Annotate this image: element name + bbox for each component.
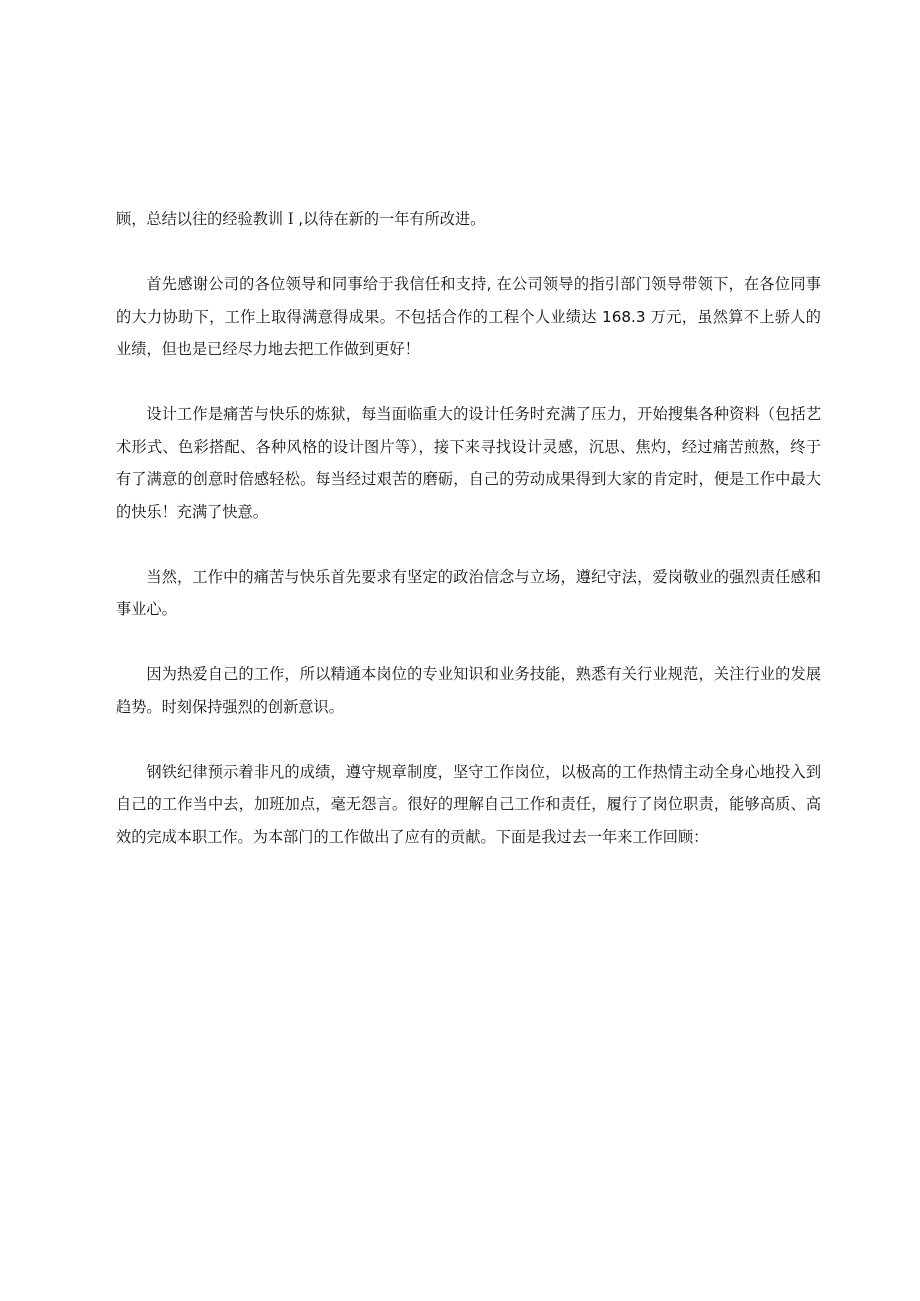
paragraph-1: 顾，总结以往的经验教训Ｉ,以待在新的一年有所改进。: [116, 210, 486, 228]
document-body: [116, 203, 821, 853]
paragraph-6: 钢铁纪律预示着非凡的成绩，遵守规章制度，坚守工作岗位，以极高的工作热情主动全身心地投入到自己的工作当中去，加班加点，毫无怨言。很好的理解自己工作和责任，履行了岗位职责，能够高质、高效的完成本职工作。为本部门的工作做出了应有的贡献。下面是我过去一年来工作回顾：: [116, 762, 821, 846]
paragraph-3: 设计工作是痛苦与快乐的炼狱，每当面临重大的设计任务时充满了压力，开始搜集各种资料（包括艺术形式、色彩搭配、各种风格的设计图片等），接下来寻找设计灵感，沉思、焦灼，经过痛苦煎熬，终于有了满意的创意时倍感轻松。每当经过艰苦的磨砺，自己的劳动成果得到大家的肯定时，便是工作中最大的快乐！充满了快意。: [116, 405, 821, 521]
paragraph-4: 当然，工作中的痛苦与快乐首先要求有坚定的政治信念与立场，遵纪守法，爱岗敬业的强烈责任感和事业心。: [116, 567, 821, 618]
paragraph-5: 因为热爱自己的工作，所以精通本岗位的专业知识和业务技能，熟悉有关行业规范，关注行业的发展趋势。时刻保持强烈的创新意识。: [116, 665, 821, 716]
paragraph-2: 首先感谢公司的各位领导和同事给于我信任和支持, 在公司领导的指引部门领导带领下，在各位同事的大力协助下，工作上取得满意得成果。不包括合作的工程个人业绩达 168.3 万元，虽然算不上骄人的业绩，但也是已经尽力地去把工作做到更好！: [116, 275, 821, 358]
